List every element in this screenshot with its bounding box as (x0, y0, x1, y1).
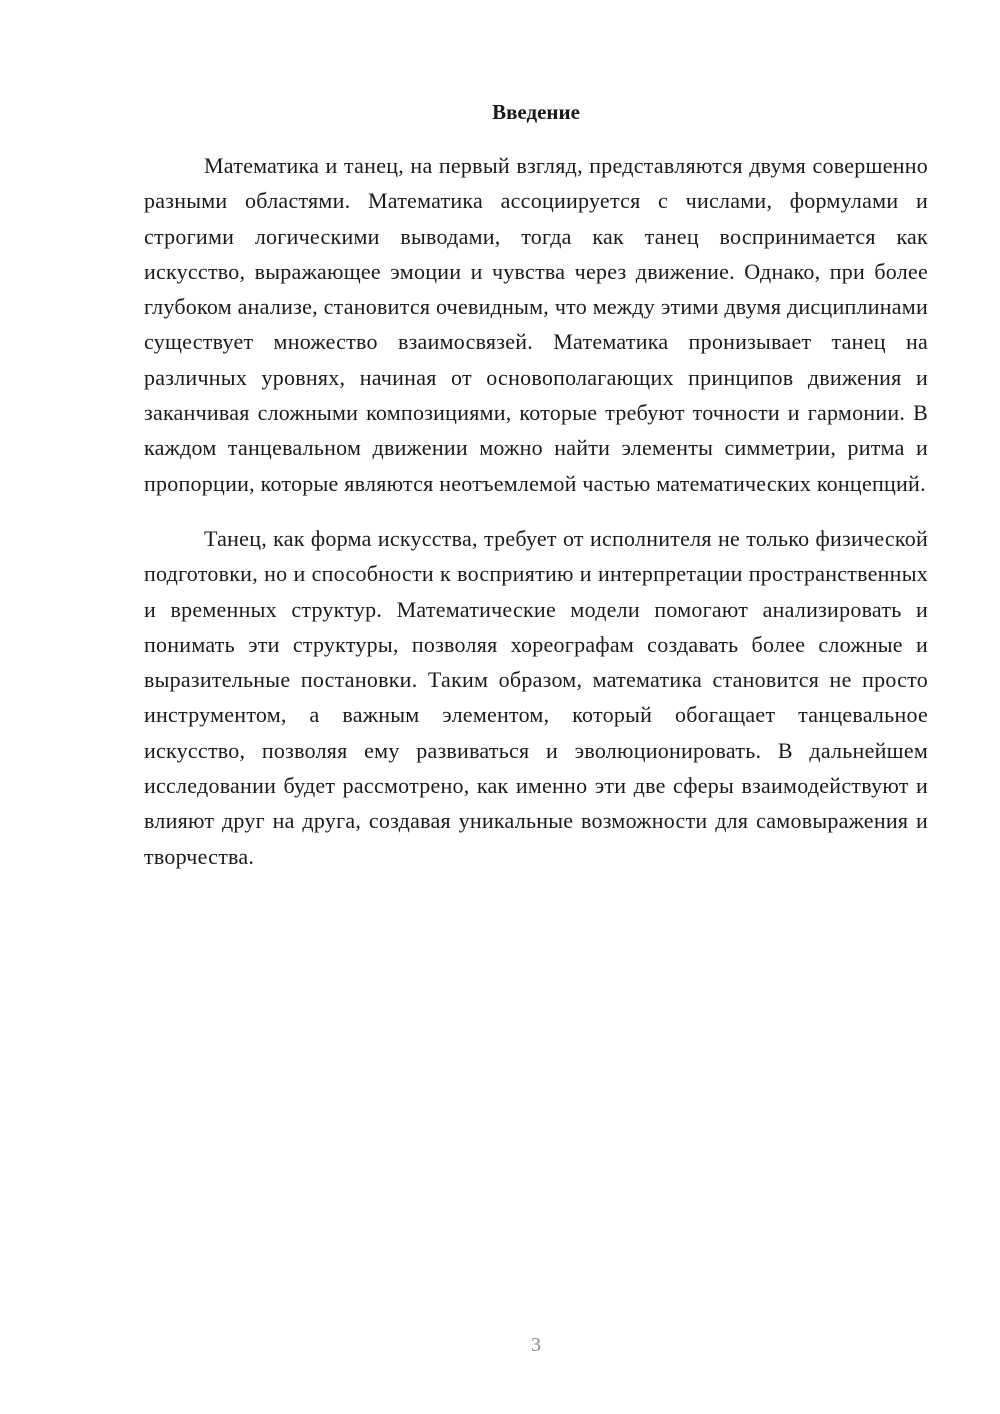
page-number: 3 (531, 1334, 541, 1356)
section-heading: Введение (492, 100, 580, 124)
page-content (144, 98, 928, 874)
paragraph-2: Танец, как форма искусства, требует от исполнителя не только физической подготовки, но и способности к восприятию и интерпретации пространственных и временных структур. Математические модели помогают анализировать и понимать эти структуры, позволяя хореографам создавать более сложные и выразительные постановки. Таким образом, математика становится не просто инструментом, а важным элементом, который обогащает танцевальное искусство, позволяя ему развиваться и эволюционировать. В дальнейшем исследовании будет рассмотрено, как именно эти две сферы взаимодействуют и влияют друг на друга, создавая уникальные возможности для самовыражения и творчества. (144, 525, 928, 869)
paragraph-1: Математика и танец, на первый взгляд, представляются двумя совершенно разными областями. Математика ассоциируется с числами, формулами и строгими логическими выводами, тогда как танец воспринимается как искусство, выражающее эмоции и чувства через движение. Однако, при более глубоком анализе, становится очевидным, что между этими двумя дисциплинами существует множество взаимосвязей. Математика пронизывает танец на различных уровнях, начиная от основополагающих принципов движения и заканчивая сложными композициями, которые требуют точности и гармонии. В каждом танцевальном движении можно найти элементы симметрии, ритма и пропорции, которые являются неотъемлемой частью математических концепций. (144, 153, 928, 496)
